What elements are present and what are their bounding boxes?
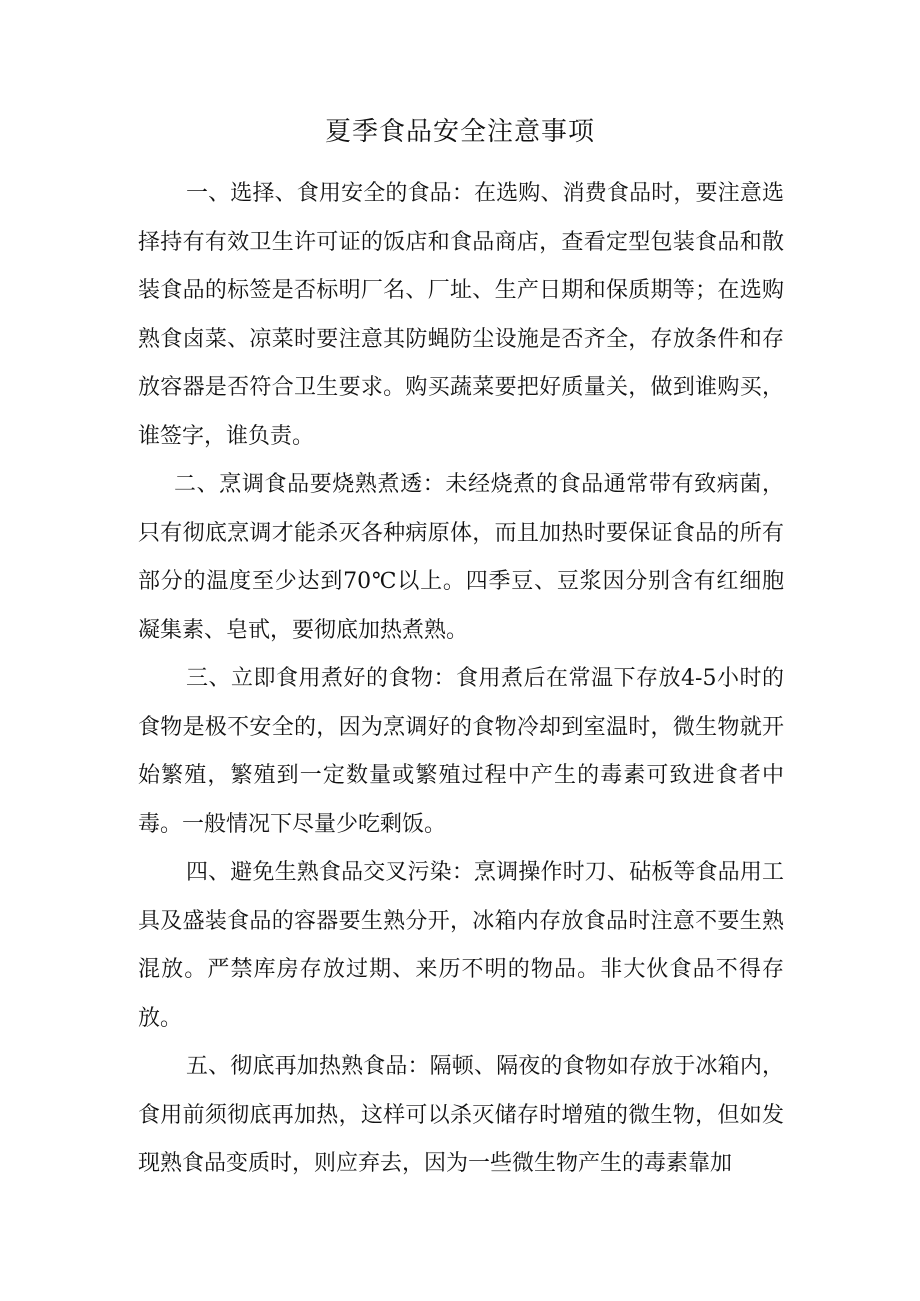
paragraph-5: 五、彻底再加热熟食品：隔顿、隔夜的食物如存放于冰箱内，食用前须彻底再加热，这样可以杀灭储存时增殖的微生物，但如发现熟食品变质时，则应弃去，因为一些微生物产生的毒素靠加 <box>138 1054 784 1176</box>
paragraph-1: 一、选择、食用安全的食品：在选购、消费食品时，要注意选择持有有效卫生许可证的饭店和食品商店，查看定型包装食品和散装食品的标签是否标明厂名、厂址、生产日期和保质期等；在选购熟食卤菜、凉菜时要注意其防蝇防尘设施是否齐全，存放条件和存放容器是否符合卫生要求。购买蔬菜要把好质量关，做到谁购买，谁签字，谁负责。 <box>138 181 784 449</box>
paragraph-2: 二、烹调食品要烧熟煮透：未经烧煮的食品通常带有致病菌，只有彻底烹调才能杀灭各种病原体，而且加热时要保证食品的所有部分的温度至少达到70℃以上。四季豆、豆浆因分别含有红细胞凝集素、皂甙，要彻底加热煮熟。 <box>138 472 784 643</box>
paragraph-3: 三、立即食用煮好的食物：食用煮后在常温下存放4-5小时的食物是极不安全的，因为烹调好的食物冷却到室温时，微生物就开始繁殖，繁殖到一定数量或繁殖过程中产生的毒素可致进食者中毒。一般情况下尽量少吃剩饭。 <box>138 666 784 837</box>
document-title: 夏季食品安全注意事项 <box>324 117 595 147</box>
paragraph-4: 四、避免生熟食品交叉污染：烹调操作时刀、砧板等食品用工具及盛装食品的容器要生熟分开，冰箱内存放食品时注意不要生熟混放。严禁库房存放过期、来历不明的物品。非大伙食品不得存放。 <box>138 860 784 1031</box>
document-body <box>138 170 784 1189</box>
